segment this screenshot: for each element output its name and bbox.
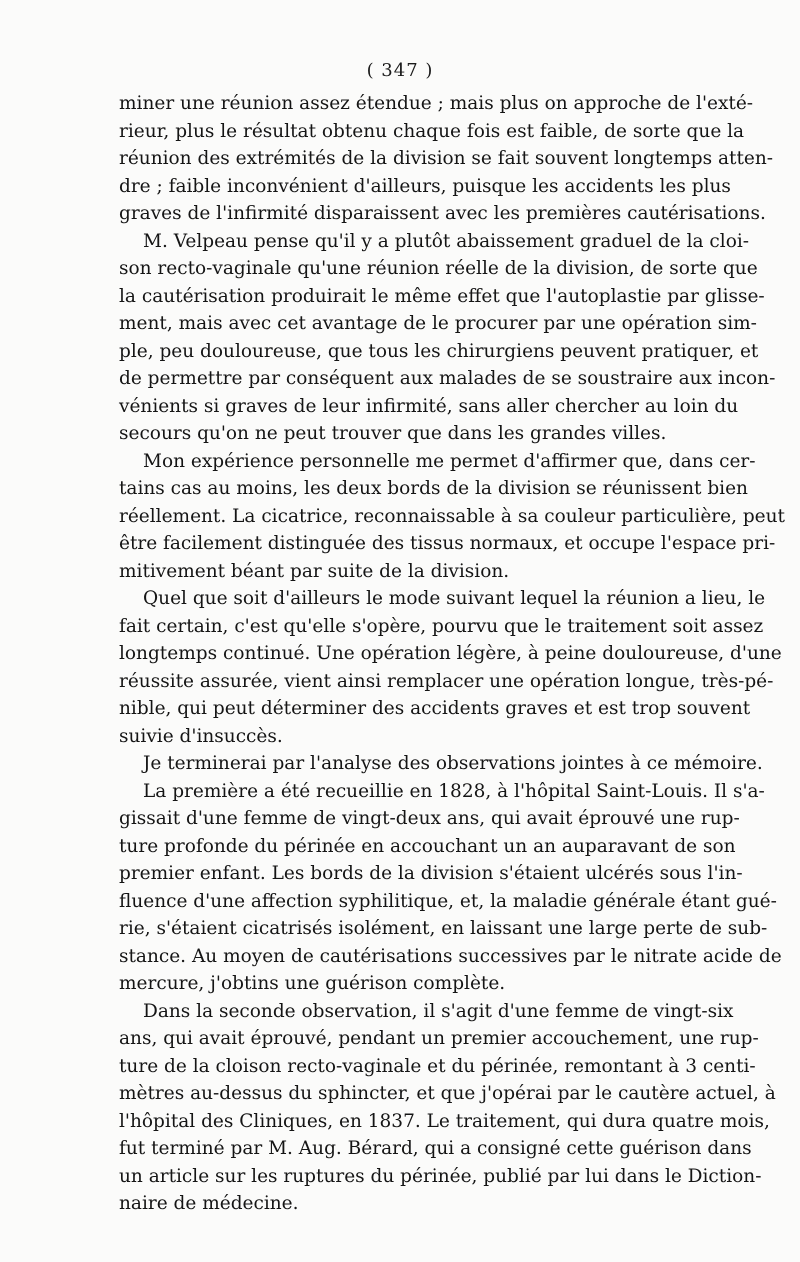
paragraph-4	[119, 585, 782, 750]
text-line: vénients si graves de leur infirmité, sans aller chercher au loin du	[119, 395, 739, 417]
text-line: fluence d'une affection syphilitique, et, la maladie générale étant gué-	[119, 890, 777, 912]
text-line: naire de médecine.	[119, 1193, 299, 1214]
text-line: graves de l'infirmité disparaissent avec les premières cautérisations.	[119, 203, 766, 224]
page-number: ( 347 )	[366, 60, 434, 81]
text-line: fait certain, c'est qu'elle s'opère, pourvu que le traitement soit assez	[119, 615, 764, 637]
text-line: la cautérisation produirait le même effet que l'autoplastie par glisse-	[119, 285, 765, 307]
text-line: rie, s'étaient cicatrisés isolément, en laissant une large perte de sub-	[119, 918, 768, 939]
text-line: secours qu'on ne peut trouver que dans les grandes villes.	[119, 423, 667, 444]
text-line: suivie d'insuccès.	[119, 725, 283, 747]
text-line: de permettre par conséquent aux malades de se soustraire aux incon-	[119, 368, 776, 389]
text-line: réussite assurée, vient ainsi remplacer une opération longue, très-pé-	[119, 670, 774, 692]
text-line: réunion des extrémités de la division se fait souvent longtemps atten-	[119, 148, 774, 169]
text-line: ture profonde du périnée en accouchant un an auparavant de son	[119, 835, 736, 857]
body-text	[119, 90, 785, 1218]
text-line: premier enfant. Les bords de la division s'étaient ulcérés sous l'in-	[119, 863, 743, 884]
text-line: rieur, plus le résultat obtenu chaque fois est faible, de sorte que la	[119, 120, 745, 142]
text-line: fut terminé par M. Aug. Bérard, qui a consigné cette guérison dans	[119, 1138, 752, 1159]
text-line: longtemps continué. Une opération légère, à peine douloureuse, d'une	[119, 643, 782, 664]
paragraph-6	[119, 778, 782, 998]
text-line: gissait d'une femme de vingt-deux ans, qui avait éprouvé une rup-	[119, 808, 740, 829]
text-line: La première a été recueillie en 1828, à l'hôpital Saint-Louis. Il s'a-	[143, 780, 765, 802]
text-line: stance. Au moyen de cautérisations successives par le nitrate acide de	[119, 945, 782, 967]
text-line: Je terminerai par l'analyse des observations jointes à ce mémoire.	[143, 753, 763, 774]
text-line: M. Velpeau pense qu'il y a plutôt abaissement graduel de la cloi-	[143, 230, 750, 252]
text-line: ture de la cloison recto-vaginale et du périnée, remontant à 3 centi-	[119, 1055, 756, 1077]
text-line: mercure, j'obtins une guérison complète.	[119, 973, 506, 994]
paragraph-1	[119, 90, 774, 228]
paragraph-5	[119, 750, 763, 778]
text-line: mètres au-dessus du sphincter, et que j'opérai par le cautère actuel, à	[119, 1083, 776, 1104]
paragraph-2	[119, 228, 776, 448]
paragraph-7	[119, 998, 776, 1218]
text-line: ple, peu douloureuse, que tous les chirurgiens peuvent pratiquer, et	[119, 340, 759, 362]
text-line: nible, qui peut déterminer des accidents graves et est trop souvent	[119, 698, 751, 719]
text-line: réellement. La cicatrice, reconnaissable à sa couleur particulière, peut	[119, 505, 785, 527]
text-line: dre ; faible inconvénient d'ailleurs, puisque les accidents les plus	[119, 175, 731, 197]
text-line: Quel que soit d'ailleurs le mode suivant lequel la réunion a lieu, le	[143, 588, 766, 609]
text-line: miner une réunion assez étendue ; mais plus on approche de l'exté-	[119, 93, 754, 114]
text-line: ment, mais avec cet avantage de le procurer par une opération sim-	[119, 313, 757, 334]
text-line: un article sur les ruptures du périnée, publié par lui dans le Diction-	[119, 1165, 762, 1187]
text-line: son recto-vaginale qu'une réunion réelle de la division, de sorte que	[119, 258, 758, 279]
text-line: Mon expérience personnelle me permet d'affirmer que, dans cer-	[143, 450, 756, 472]
text-line: ans, qui avait éprouvé, pendant un premier accouchement, une rup-	[119, 1028, 759, 1049]
paragraph-3	[119, 448, 785, 586]
text-line: Dans la seconde observation, il s'agit d'une femme de vingt-six	[143, 1000, 734, 1022]
text-line: être facilement distinguée des tissus normaux, et occupe l'espace pri-	[119, 533, 776, 554]
text-line: tains cas au moins, les deux bords de la division se réunissent bien	[119, 478, 748, 499]
text-line: l'hôpital des Cliniques, en 1837. Le traitement, qui dura quatre mois,	[119, 1110, 770, 1132]
text-line: mitivement béant par suite de la division.	[119, 560, 510, 582]
